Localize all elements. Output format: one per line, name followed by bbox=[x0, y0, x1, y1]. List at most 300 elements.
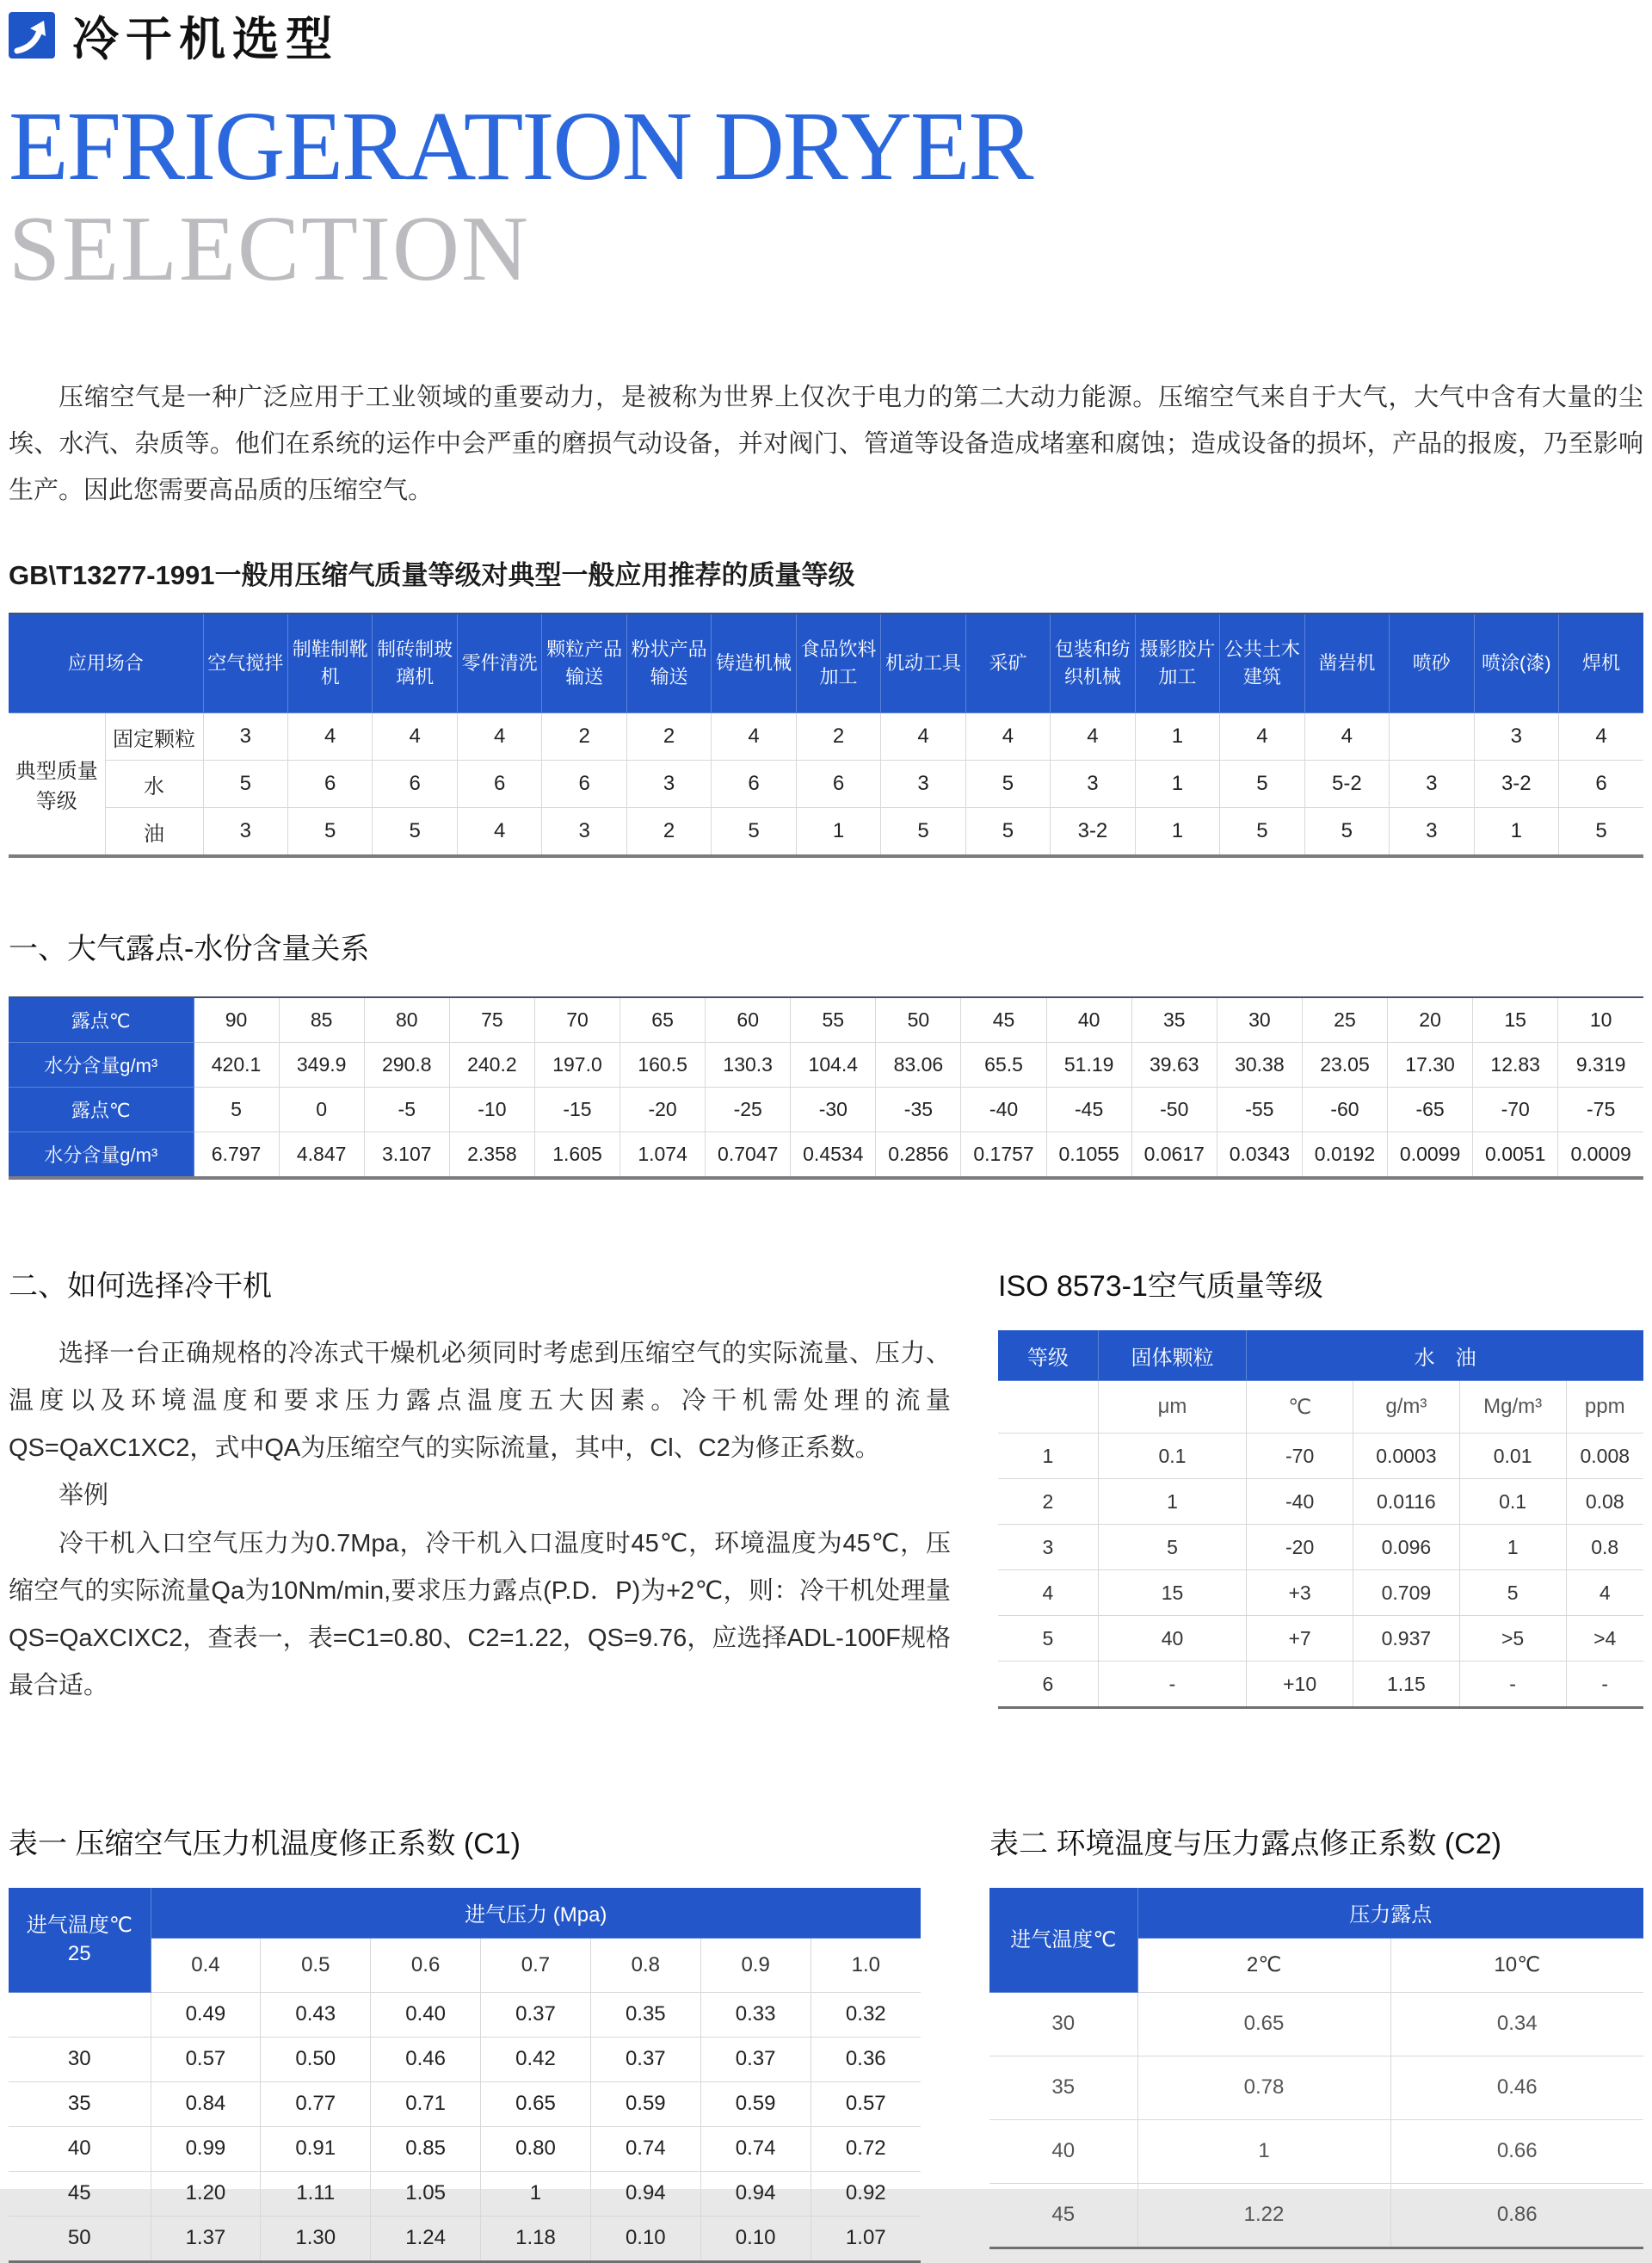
gb-cell: 3 bbox=[626, 761, 711, 808]
gb-cell: 3-2 bbox=[1051, 808, 1135, 855]
gb-cell: 2 bbox=[626, 713, 711, 761]
gb-cell: 1 bbox=[1474, 808, 1558, 855]
c2-cell: 0.65 bbox=[1137, 1992, 1390, 2056]
gb-row-group-label: 典型质量等级 bbox=[9, 713, 105, 855]
dew-cell: 55 bbox=[791, 998, 876, 1043]
iso-cell: 40 bbox=[1098, 1616, 1247, 1662]
iso-cell: 0.937 bbox=[1353, 1616, 1460, 1662]
dew-cell: -45 bbox=[1046, 1088, 1131, 1132]
c1-table bbox=[9, 1888, 921, 2260]
gb-cell: 3 bbox=[1390, 808, 1474, 855]
c1-cell: 0.10 bbox=[700, 2216, 811, 2260]
iso-cell: 1 bbox=[1098, 1479, 1247, 1525]
gb-column-header: 喷砂 bbox=[1390, 614, 1474, 713]
c2-dewpoint-cell: 2℃ bbox=[1137, 1938, 1390, 1992]
iso-cell: 0.8 bbox=[1566, 1525, 1643, 1570]
gb-row-label: 油 bbox=[105, 808, 203, 855]
dew-cell: 10 bbox=[1558, 998, 1643, 1043]
dew-cell: -35 bbox=[876, 1088, 961, 1132]
dew-cell: 40 bbox=[1046, 998, 1131, 1043]
dew-row bbox=[9, 1132, 1643, 1177]
iso-header-grade: 等级 bbox=[998, 1330, 1098, 1381]
dew-cell: 104.4 bbox=[791, 1043, 876, 1088]
dew-cell: 60 bbox=[706, 998, 791, 1043]
c1-cell: 0.59 bbox=[700, 2081, 811, 2126]
gb-cell: 4 bbox=[965, 713, 1050, 761]
dew-row bbox=[9, 998, 1643, 1043]
iso-cell: 0.1 bbox=[1459, 1479, 1566, 1525]
c1-cell: 0.32 bbox=[811, 1992, 921, 2037]
c1-cell: 0.71 bbox=[371, 2081, 481, 2126]
c1-left-header-sub: 25 bbox=[67, 1942, 91, 1966]
iso-table bbox=[998, 1330, 1643, 1706]
gb-cell: 5 bbox=[373, 808, 457, 855]
c2-left-header-label: 进气温度℃ bbox=[1010, 1927, 1117, 1952]
page-title-cn: 冷干机选型 bbox=[72, 13, 339, 65]
gb-cell: 5 bbox=[1304, 808, 1389, 855]
iso-unit-cell: g/m³ bbox=[1353, 1381, 1460, 1434]
c2-row bbox=[989, 1992, 1643, 2056]
c1-row bbox=[9, 2126, 921, 2171]
c1-cell: 0.72 bbox=[811, 2126, 921, 2171]
dew-cell: 3.107 bbox=[364, 1132, 449, 1177]
iso-cell: 3 bbox=[998, 1525, 1098, 1570]
dew-cell: 75 bbox=[449, 998, 534, 1043]
iso-cell: 0.0003 bbox=[1353, 1434, 1460, 1479]
dew-cell: 2.358 bbox=[449, 1132, 534, 1177]
iso-table-title: ISO 8573-1空气质量等级 bbox=[998, 1270, 1323, 1304]
iso-cell: 0.008 bbox=[1566, 1434, 1643, 1479]
c1-pressure-cell: 0.7 bbox=[481, 1938, 591, 1992]
c1-cell: 0.77 bbox=[261, 2081, 371, 2126]
c1-cell: 0.46 bbox=[371, 2037, 481, 2081]
iso-cell: -70 bbox=[1247, 1434, 1353, 1479]
iso-row bbox=[998, 1616, 1643, 1662]
iso-cell: 0.08 bbox=[1566, 1479, 1643, 1525]
iso-cell: 5 bbox=[1459, 1570, 1566, 1616]
c2-table-title: 表二 环境温度与压力露点修正系数 (C2) bbox=[989, 1827, 1501, 1860]
c1-row-label bbox=[9, 1992, 151, 2037]
c2-row-label: 45 bbox=[989, 2183, 1137, 2247]
dew-cell: 290.8 bbox=[364, 1043, 449, 1088]
c1-cell: 0.33 bbox=[700, 1992, 811, 2037]
c1-cell: 1.37 bbox=[151, 2216, 261, 2260]
c1-pressure-cell: 1.0 bbox=[811, 1938, 921, 1992]
iso-cell: 4 bbox=[1566, 1570, 1643, 1616]
gb-corner-header: 应用场合 bbox=[9, 614, 203, 713]
dew-cell: -70 bbox=[1473, 1088, 1558, 1132]
c1-row bbox=[9, 1992, 921, 2037]
gb-cell: 6 bbox=[712, 761, 796, 808]
gb-cell: 4 bbox=[712, 713, 796, 761]
c2-cell: 0.78 bbox=[1137, 2056, 1390, 2119]
dew-cell: -65 bbox=[1388, 1088, 1473, 1132]
c2-row bbox=[989, 2183, 1643, 2247]
gb-cell: 4 bbox=[457, 808, 541, 855]
gb-row-oil bbox=[9, 808, 1643, 855]
gb-cell: 4 bbox=[373, 713, 457, 761]
gb-column-header: 采矿 bbox=[965, 614, 1050, 713]
gb-row-water bbox=[9, 761, 1643, 808]
gb-cell: 2 bbox=[626, 808, 711, 855]
c1-row bbox=[9, 2171, 921, 2216]
gb-cell: 5 bbox=[965, 761, 1050, 808]
gb-cell: 3 bbox=[203, 713, 287, 761]
c2-header-row bbox=[989, 1888, 1643, 1939]
gb-cell: 6 bbox=[1559, 761, 1643, 808]
c1-cell: 1.20 bbox=[151, 2171, 261, 2216]
c2-table bbox=[989, 1888, 1643, 2247]
dew-cell: 20 bbox=[1388, 998, 1473, 1043]
arrow-right-icon bbox=[9, 12, 55, 59]
gb-row-solid bbox=[9, 713, 1643, 761]
c1-cell: 0.50 bbox=[261, 2037, 371, 2081]
iso-cell: 5 bbox=[1098, 1525, 1247, 1570]
dew-cell: 70 bbox=[534, 998, 620, 1043]
iso-cell: - bbox=[1459, 1662, 1566, 1707]
c1-cell: 0.85 bbox=[371, 2126, 481, 2171]
gb-column-header: 空气搅拌 bbox=[203, 614, 287, 713]
gb-column-header: 制砖制玻璃机 bbox=[373, 614, 457, 713]
gb-cell: 3 bbox=[542, 808, 626, 855]
dew-cell: 349.9 bbox=[279, 1043, 364, 1088]
c1-cell: 0.92 bbox=[811, 2171, 921, 2216]
dew-cell: 0.1055 bbox=[1046, 1132, 1131, 1177]
dew-cell: 6.797 bbox=[194, 1132, 279, 1177]
c1-cell: 0.74 bbox=[590, 2126, 700, 2171]
two-column-section bbox=[9, 1262, 1643, 1710]
dew-cell: 240.2 bbox=[449, 1043, 534, 1088]
c1-cell: 1.05 bbox=[371, 2171, 481, 2216]
c1-header-row bbox=[9, 1888, 921, 1939]
dew-cell: 1.605 bbox=[534, 1132, 620, 1177]
c2-cell: 0.34 bbox=[1390, 1992, 1643, 2056]
dew-cell: -5 bbox=[364, 1088, 449, 1132]
gb-table bbox=[9, 614, 1643, 854]
dew-cell: -15 bbox=[534, 1088, 620, 1132]
c1-cell: 0.10 bbox=[590, 2216, 700, 2260]
gb-column-header: 喷涂(漆) bbox=[1474, 614, 1558, 713]
correction-tables-section bbox=[9, 1820, 1643, 2263]
c1-cell: 0.74 bbox=[700, 2126, 811, 2171]
dew-cell: 23.05 bbox=[1302, 1043, 1387, 1088]
dew-cell: 45 bbox=[961, 998, 1046, 1043]
gb-cell: 5 bbox=[881, 808, 965, 855]
dew-cell: 15 bbox=[1473, 998, 1558, 1043]
c1-cell: 1.24 bbox=[371, 2216, 481, 2260]
c1-row-label: 50 bbox=[9, 2216, 151, 2260]
iso-cell: 4 bbox=[998, 1570, 1098, 1616]
dew-row bbox=[9, 1043, 1643, 1088]
c1-cell: 0.36 bbox=[811, 2037, 921, 2081]
iso-cell: 0.0116 bbox=[1353, 1479, 1460, 1525]
dew-row-label: 露点℃ bbox=[9, 998, 194, 1043]
iso-cell: -40 bbox=[1247, 1479, 1353, 1525]
c1-cell: 0.94 bbox=[700, 2171, 811, 2216]
gb-cell: 4 bbox=[1304, 713, 1389, 761]
gb-column-header: 焊机 bbox=[1559, 614, 1643, 713]
gb-cell: 3 bbox=[1474, 713, 1558, 761]
gb-cell: 4 bbox=[1559, 713, 1643, 761]
iso-row bbox=[998, 1479, 1643, 1525]
c1-cell: 1.30 bbox=[261, 2216, 371, 2260]
iso-row bbox=[998, 1662, 1643, 1707]
c1-cell: 1.11 bbox=[261, 2171, 371, 2216]
iso-cell: >4 bbox=[1566, 1616, 1643, 1662]
gb-column-header: 机动工具 bbox=[881, 614, 965, 713]
gb-cell: 1 bbox=[796, 808, 880, 855]
dew-cell: 30 bbox=[1217, 998, 1302, 1043]
dew-cell: 0 bbox=[279, 1088, 364, 1132]
gb-column-header: 摄影胶片加工 bbox=[1135, 614, 1219, 713]
dew-cell: -75 bbox=[1558, 1088, 1643, 1132]
gb-cell: 2 bbox=[796, 713, 880, 761]
c2-row bbox=[989, 2119, 1643, 2183]
c1-cell: 0.43 bbox=[261, 1992, 371, 2037]
iso-cell: -20 bbox=[1247, 1525, 1353, 1570]
c2-cell: 0.86 bbox=[1390, 2183, 1643, 2247]
dew-cell: -55 bbox=[1217, 1088, 1302, 1132]
gb-row-label: 固定颗粒 bbox=[105, 713, 203, 761]
c1-pressure-cell: 0.4 bbox=[151, 1938, 261, 1992]
iso-cell: +3 bbox=[1247, 1570, 1353, 1616]
dew-cell: 1.074 bbox=[620, 1132, 706, 1177]
iso-cell: - bbox=[1566, 1662, 1643, 1707]
dew-cell: 420.1 bbox=[194, 1043, 279, 1088]
c1-row-label: 40 bbox=[9, 2126, 151, 2171]
gb-cell: 5 bbox=[203, 761, 287, 808]
c1-row-label: 30 bbox=[9, 2037, 151, 2081]
c1-row-label: 45 bbox=[9, 2171, 151, 2216]
c1-table-title: 表一 压缩空气压力机温度修正系数 (C1) bbox=[9, 1827, 521, 1860]
c1-row bbox=[9, 2081, 921, 2126]
c2-column bbox=[989, 1820, 1643, 2263]
iso-header-solid: 固体颗粒 bbox=[1098, 1330, 1247, 1381]
c1-cell: 0.94 bbox=[590, 2171, 700, 2216]
dew-row-label: 水分含量g/m³ bbox=[9, 1043, 194, 1088]
c2-row-label: 30 bbox=[989, 1992, 1137, 2056]
gb-table-title: GB\T13277-1991一般用压缩气质量等级对典型一般应用推荐的质量等级 bbox=[9, 560, 855, 591]
iso-row bbox=[998, 1434, 1643, 1479]
c1-column bbox=[9, 1820, 921, 2263]
dew-row-label: 露点℃ bbox=[9, 1088, 194, 1132]
gb-cell: 5 bbox=[1220, 808, 1304, 855]
c2-cell: 1 bbox=[1137, 2119, 1390, 2183]
c1-row bbox=[9, 2037, 921, 2081]
dew-cell: 90 bbox=[194, 998, 279, 1043]
c1-cell: 0.65 bbox=[481, 2081, 591, 2126]
c1-left-header-label: 进气温度℃ bbox=[26, 1913, 133, 1937]
gb-row-label: 水 bbox=[105, 761, 203, 808]
iso-cell: 0.709 bbox=[1353, 1570, 1460, 1616]
page-header bbox=[9, 7, 1643, 64]
dew-cell: 197.0 bbox=[534, 1043, 620, 1088]
c1-cell: 0.84 bbox=[151, 2081, 261, 2126]
c1-cell: 0.35 bbox=[590, 1992, 700, 2037]
c1-cell: 0.40 bbox=[371, 1992, 481, 2037]
gb-column-header: 食品饮料加工 bbox=[796, 614, 880, 713]
gb-column-header: 颗粒产品输送 bbox=[542, 614, 626, 713]
gb-cell: 6 bbox=[457, 761, 541, 808]
iso-cell: 6 bbox=[998, 1662, 1098, 1707]
iso-cell: >5 bbox=[1459, 1616, 1566, 1662]
gb-column-header: 铸造机械 bbox=[712, 614, 796, 713]
iso-column bbox=[998, 1262, 1643, 1710]
gb-header-row bbox=[9, 614, 1643, 713]
example-paragraph: 冷干机入口空气压力为0.7Mpa，冷干机入口温度时45℃，环境温度为45℃，压缩空气的实际流量Qa为10Nm/min,要求压力露点(P.D．P)为+2℃，则：冷干机处理量QS=QaXCIXC2，查表一，表=C1=0.80、C2=1.22，QS=9.76，应选择ADL-100F规格最合适。 bbox=[9, 1529, 951, 1699]
c1-cell: 0.37 bbox=[590, 2037, 700, 2081]
iso-table-wrapper bbox=[998, 1330, 1643, 1709]
page-title-en: EFRIGERATION DRYER bbox=[9, 91, 1032, 200]
c2-cell: 0.46 bbox=[1390, 2056, 1643, 2119]
gb-cell: 5 bbox=[287, 808, 372, 855]
iso-cell: 0.1 bbox=[1098, 1434, 1247, 1479]
dew-cell: 39.63 bbox=[1131, 1043, 1217, 1088]
c2-table-wrapper bbox=[989, 1888, 1643, 2249]
iso-row bbox=[998, 1525, 1643, 1570]
c1-cell: 0.49 bbox=[151, 1992, 261, 2037]
dew-cell: 9.319 bbox=[1558, 1043, 1643, 1088]
dew-cell: 0.0343 bbox=[1217, 1132, 1302, 1177]
dew-cell: 17.30 bbox=[1388, 1043, 1473, 1088]
gb-cell: 6 bbox=[796, 761, 880, 808]
c2-cell: 0.66 bbox=[1390, 2119, 1643, 2183]
gb-column-header: 公共土木建筑 bbox=[1220, 614, 1304, 713]
dew-cell: 0.0617 bbox=[1131, 1132, 1217, 1177]
c2-cell: 1.22 bbox=[1137, 2183, 1390, 2247]
gb-cell: 5 bbox=[712, 808, 796, 855]
dew-cell: 0.2856 bbox=[876, 1132, 961, 1177]
gb-cell: 3-2 bbox=[1474, 761, 1558, 808]
dew-cell: 4.847 bbox=[279, 1132, 364, 1177]
gb-cell: 1 bbox=[1135, 713, 1219, 761]
c1-pressure-cell: 0.9 bbox=[700, 1938, 811, 1992]
iso-cell: 2 bbox=[998, 1479, 1098, 1525]
dew-cell: -60 bbox=[1302, 1088, 1387, 1132]
gb-cell: 5 bbox=[965, 808, 1050, 855]
c2-row-label: 40 bbox=[989, 2119, 1137, 2183]
section2-paragraph: 选择一台正确规格的冷冻式干燥机必须同时考虑到压缩空气的实际流量、压力、温度以及环境温度和要求压力露点温度五大因素。冷干机需处理的流量QS=QaXC1XC2，式中QA为压缩空气的实际流量，其中，Cl、C2为修正系数。 bbox=[9, 1340, 951, 1463]
c2-row-label: 35 bbox=[989, 2056, 1137, 2119]
dew-cell: -25 bbox=[706, 1088, 791, 1132]
iso-unit-cell bbox=[998, 1381, 1098, 1434]
dew-cell: -20 bbox=[620, 1088, 706, 1132]
dew-cell: 35 bbox=[1131, 998, 1217, 1043]
dew-cell: 30.38 bbox=[1217, 1043, 1302, 1088]
dew-cell: 0.0192 bbox=[1302, 1132, 1387, 1177]
dew-cell: -40 bbox=[961, 1088, 1046, 1132]
gb-cell: 3 bbox=[203, 808, 287, 855]
iso-cell: +7 bbox=[1247, 1616, 1353, 1662]
iso-units-row bbox=[998, 1381, 1643, 1434]
gb-cell bbox=[1390, 713, 1474, 761]
gb-cell: 6 bbox=[542, 761, 626, 808]
c1-row bbox=[9, 2216, 921, 2260]
c1-row-label: 35 bbox=[9, 2081, 151, 2126]
iso-cell: - bbox=[1098, 1662, 1247, 1707]
c1-cell: 0.42 bbox=[481, 2037, 591, 2081]
dew-cell: 25 bbox=[1302, 998, 1387, 1043]
dew-cell: 51.19 bbox=[1046, 1043, 1131, 1088]
gb-cell: 3 bbox=[1051, 761, 1135, 808]
gb-column-header: 包装和纺织机械 bbox=[1051, 614, 1135, 713]
dew-cell: 80 bbox=[364, 998, 449, 1043]
gb-column-header: 凿岩机 bbox=[1304, 614, 1389, 713]
c1-col-header: 进气压力 (Mpa) bbox=[151, 1888, 921, 1939]
gb-cell: 5 bbox=[1220, 761, 1304, 808]
gb-table-wrapper bbox=[9, 613, 1643, 858]
c1-cell: 0.59 bbox=[590, 2081, 700, 2126]
dew-cell: 0.4534 bbox=[791, 1132, 876, 1177]
c1-cell: 1 bbox=[481, 2171, 591, 2216]
c1-cell: 0.91 bbox=[261, 2126, 371, 2171]
c1-pressure-cell: 0.6 bbox=[371, 1938, 481, 1992]
c1-cell: 1.07 bbox=[811, 2216, 921, 2260]
dew-cell: -30 bbox=[791, 1088, 876, 1132]
iso-cell: 1.15 bbox=[1353, 1662, 1460, 1707]
dew-cell: 12.83 bbox=[1473, 1043, 1558, 1088]
c1-pressure-cell: 0.5 bbox=[261, 1938, 371, 1992]
intro-paragraph: 压缩空气是一种广泛应用于工业领域的重要动力，是被称为世界上仅次于电力的第二大动力能源。压缩空气来自于大气，大气中含有大量的尘埃、水汽、杂质等。他们在系统的运作中会严重的磨损气动设备，并对阀门、管道等设备造成堵塞和腐蚀；造成设备的损坏，产品的报废，乃至影响生产。因此您需要高品质的压缩空气。 bbox=[9, 384, 1643, 504]
dew-cell: 0.1757 bbox=[961, 1132, 1046, 1177]
iso-cell: 5 bbox=[998, 1616, 1098, 1662]
dew-cell: 5 bbox=[194, 1088, 279, 1132]
dew-table bbox=[9, 998, 1643, 1176]
gb-cell: 6 bbox=[373, 761, 457, 808]
gb-column-header: 制鞋制靴机 bbox=[287, 614, 372, 713]
c1-cell: 0.99 bbox=[151, 2126, 261, 2171]
iso-cell: 15 bbox=[1098, 1570, 1247, 1616]
gb-cell: 1 bbox=[1135, 761, 1219, 808]
iso-unit-cell: ppm bbox=[1566, 1381, 1643, 1434]
c2-col-header: 压力露点 bbox=[1137, 1888, 1643, 1939]
gb-cell: 6 bbox=[287, 761, 372, 808]
c1-cell: 1.18 bbox=[481, 2216, 591, 2260]
iso-row bbox=[998, 1570, 1643, 1616]
c1-left-header bbox=[9, 1888, 151, 1993]
dew-cell: 160.5 bbox=[620, 1043, 706, 1088]
c1-cell: 0.57 bbox=[151, 2037, 261, 2081]
gb-cell: 4 bbox=[457, 713, 541, 761]
page-subtitle-en: SELECTION bbox=[9, 198, 530, 301]
gb-cell: 5 bbox=[1559, 808, 1643, 855]
dew-cell: 65.5 bbox=[961, 1043, 1046, 1088]
iso-unit-cell: μm bbox=[1098, 1381, 1247, 1434]
dew-cell: 65 bbox=[620, 998, 706, 1043]
iso-cell: 1 bbox=[1459, 1525, 1566, 1570]
dew-row-label: 水分含量g/m³ bbox=[9, 1132, 194, 1177]
dew-cell: -50 bbox=[1131, 1088, 1217, 1132]
iso-header-water-oil: 水 油 bbox=[1247, 1330, 1643, 1381]
iso-unit-cell: Mg/m³ bbox=[1459, 1381, 1566, 1434]
gb-cell: 3 bbox=[1390, 761, 1474, 808]
iso-cell: 0.01 bbox=[1459, 1434, 1566, 1479]
gb-cell: 4 bbox=[881, 713, 965, 761]
c2-row bbox=[989, 2056, 1643, 2119]
c1-cell: 0.37 bbox=[481, 1992, 591, 2037]
gb-cell: 5-2 bbox=[1304, 761, 1389, 808]
c1-table-wrapper bbox=[9, 1888, 921, 2263]
c1-cell: 0.80 bbox=[481, 2126, 591, 2171]
dew-cell: -10 bbox=[449, 1088, 534, 1132]
gb-column-header: 粉状产品输送 bbox=[626, 614, 711, 713]
dew-cell: 50 bbox=[876, 998, 961, 1043]
dew-cell: 0.7047 bbox=[706, 1132, 791, 1177]
dew-cell: 130.3 bbox=[706, 1043, 791, 1088]
gb-cell: 3 bbox=[881, 761, 965, 808]
c1-cell: 0.57 bbox=[811, 2081, 921, 2126]
iso-cell: 0.096 bbox=[1353, 1525, 1460, 1570]
